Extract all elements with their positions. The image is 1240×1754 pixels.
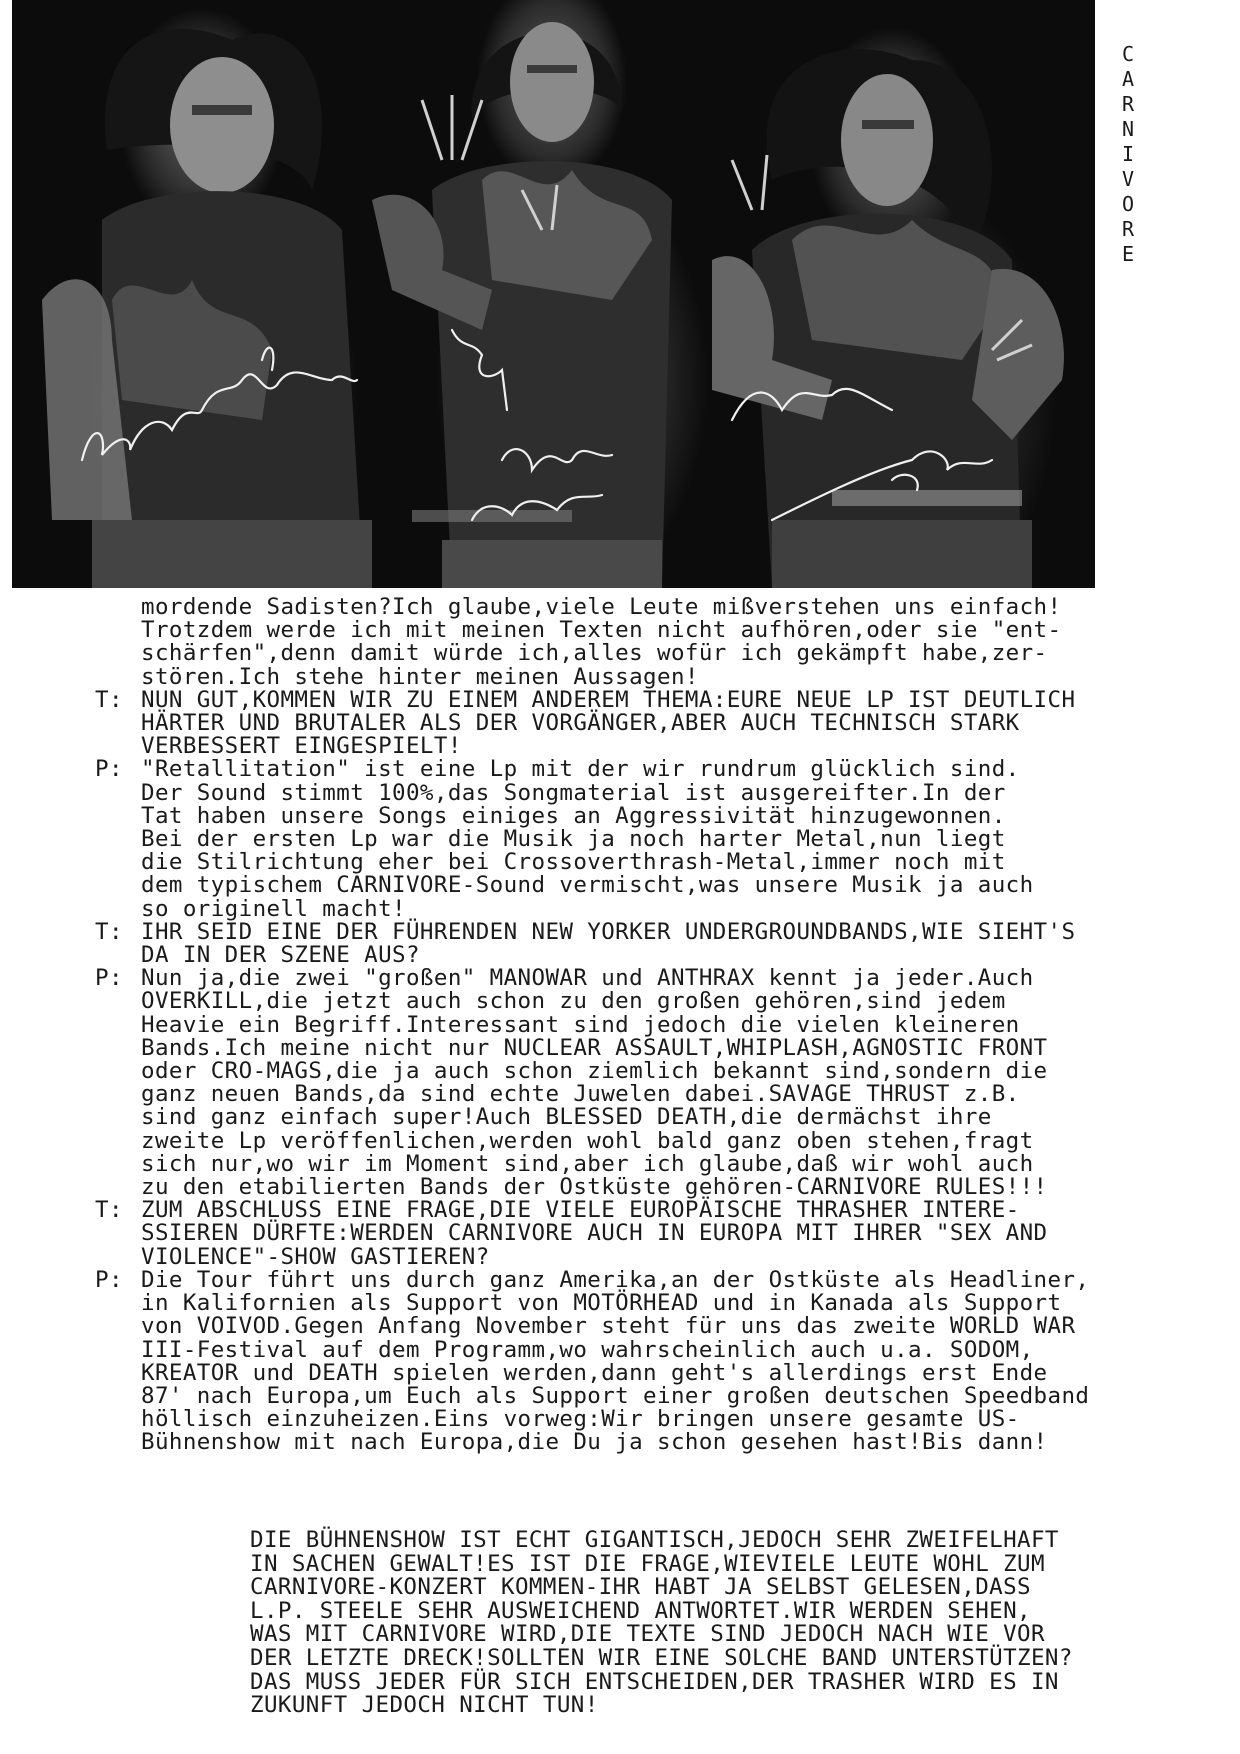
text-line: von VOIVOD.Gegen Anfang November steht für uns das zweite WORLD WAR (141, 1313, 1076, 1340)
speaker-label: P: (95, 965, 123, 992)
speaker-label: P: (95, 1266, 123, 1293)
text-line: ganz neuen Bands,da sind echte Juwelen dabei.SAVAGE THRUST z.B. (141, 1081, 1020, 1108)
text-line: WAS MIT CARNIVORE WIRD,DIE TEXTE SIND JEDOCH NACH WIE VOR (250, 1621, 1045, 1648)
text-line: Der Sound stimmt 100%,das Songmaterial ist ausgereifter.In der (141, 779, 1006, 806)
vertical-letter: V (1121, 167, 1135, 191)
text-line: sind ganz einfach super!Auch BLESSED DEATH,die dermächst ihre (141, 1104, 992, 1131)
text-line: L.P. STEELE SEHR AUSWEICHEND ANTWORTET.WIR WERDEN SEHEN, (250, 1597, 1031, 1624)
text-line: DAS MUSS JEDER FÜR SICH ENTSCHEIDEN,DER TRASHER WIRD ES IN (250, 1668, 1059, 1695)
speaker-label: T: (95, 1197, 123, 1224)
text-line: IHR SEID EINE DER FÜHRENDEN NEW YORKER UNDERGROUNDBANDS,WIE SIEHT'S (141, 918, 1076, 945)
question-paragraph (95, 686, 1175, 760)
question-paragraph (95, 1199, 1175, 1269)
speaker-label: T: (95, 918, 123, 945)
autographs (12, 0, 1095, 588)
text-line: dem typischem CARNIVORE-Sound vermischt,was unsere Musik ja auch (141, 872, 1034, 899)
text-line: VERBESSERT EINGESPIELT! (141, 733, 462, 760)
text-line: "Retallitation" ist eine Lp mit der wir rundrum glücklich sind. (141, 756, 1020, 783)
intro-paragraph (95, 596, 1175, 689)
vertical-letter: E (1121, 242, 1135, 266)
question-paragraph (95, 918, 1175, 969)
answer-paragraph (95, 967, 1175, 1199)
text-line: Heavie ein Begriff.Interessant sind jedoch die vielen kleineren (141, 1011, 1020, 1038)
text-line: DIE BÜHNENSHOW IST ECHT GIGANTISCH,JEDOCH SEHR ZWEIFELHAFT (250, 1527, 1059, 1553)
text-line: IN SACHEN GEWALT!ES IST DIE FRAGE,WIEVIELE LEUTE WOHL ZUM (250, 1550, 1045, 1577)
band-photo (12, 0, 1095, 588)
text-line: schärfen",denn damit würde ich,alles wofür ich gekämpft habe,zer- (141, 640, 1048, 667)
text-line: so originell macht! (141, 895, 406, 922)
text-line: höllisch einzuheizen.Eins vorweg:Wir bringen unsere gesamte US- (141, 1406, 1020, 1433)
speaker-label: T: (95, 686, 123, 713)
text-line: KREATOR und DEATH spielen werden,dann geht's allerdings erst Ende (141, 1359, 1048, 1386)
text-line: HÄRTER UND BRUTALER ALS DER VORGÄNGER,ABER AUCH TECHNISCH STARK (141, 710, 1020, 737)
text-line: mordende Sadisten?Ich glaube,viele Leute mißverstehen uns einfach! (141, 594, 1062, 620)
text-line: die Stilrichtung eher bei Crossoverthrash-Metal,immer noch mit (141, 849, 1006, 876)
vertical-letter: N (1121, 117, 1135, 141)
text-line: NUN GUT,KOMMEN WIR ZU EINEM ANDEREM THEMA:EURE NEUE LP IST DEUTLICH (141, 686, 1076, 713)
text-line: SSIEREN DÜRFTE:WERDEN CARNIVORE AUCH IN EUROPA MIT IHRER "SEX AND (141, 1220, 1048, 1247)
text-line: Trotzdem werde ich mit meinen Texten nicht aufhören,oder sie "ent- (141, 617, 1062, 644)
text-line: VIOLENCE"-SHOW GASTIEREN? (141, 1243, 490, 1270)
vertical-letter: I (1121, 142, 1135, 166)
closing-comment (250, 1529, 1150, 1718)
text-line: ZUKUNFT JEDOCH NICHT TUN! (250, 1692, 599, 1719)
text-line: stören.Ich stehe hinter meinen Aussagen! (141, 663, 699, 690)
text-line: zweite Lp veröffenlichen,werden wohl bald ganz oben stehen,fragt (141, 1127, 1034, 1154)
text-line: oder CRO-MAGS,die ja auch schon ziemlich bekannt sind,sondern die (141, 1058, 1048, 1085)
vertical-letter: C (1121, 42, 1135, 66)
text-line: ZUM ABSCHLUSS EINE FRAGE,DIE VIELE EUROPÄISCHE THRASHER INTERE- (141, 1197, 1020, 1224)
text-line: sich nur,wo wir im Moment sind,aber ich glaube,daß wir wohl auch (141, 1150, 1034, 1177)
text-line: Nun ja,die zwei "großen" MANOWAR und ANTHRAX kennt ja jeder.Auch (141, 965, 1034, 992)
answer-paragraph (95, 1266, 1175, 1456)
answer-paragraph (95, 758, 1175, 920)
text-line: Bands.Ich meine nicht nur NUCLEAR ASSAULT,WHIPLASH,AGNOSTIC FRONT (141, 1034, 1048, 1061)
text-line: Bei der ersten Lp war die Musik ja noch harter Metal,nun liegt (141, 826, 1006, 853)
interview-text (95, 596, 1175, 1455)
text-line: zu den etabilierten Bands der Ostküste gehören-CARNIVORE RULES!!! (141, 1174, 1048, 1201)
text-line: CARNIVORE-KONZERT KOMMEN-IHR HABT JA SELBST GELESEN,DASS (250, 1574, 1031, 1601)
vertical-band-name (1108, 42, 1148, 267)
text-line: in Kalifornien als Support von MOTÖRHEAD und in Kanada als Support (141, 1290, 1062, 1317)
vertical-letter: A (1121, 67, 1135, 91)
text-line: DA IN DER SZENE AUS? (141, 942, 420, 969)
text-line: OVERKILL,die jetzt auch schon zu den großen gehören,sind jedem (141, 988, 1006, 1015)
text-line: 87' nach Europa,um Euch als Support einer großen deutschen Speedband (141, 1382, 1090, 1409)
vertical-letter: R (1121, 217, 1135, 241)
text-line: III-Festival auf dem Programm,wo wahrscheinlich auch u.a. SODOM, (141, 1336, 1034, 1363)
text-line: DER LETZTE DRECK!SOLLTEN WIR EINE SOLCHE BAND UNTERSTÜTZEN? (250, 1644, 1073, 1671)
text-line: Die Tour führt uns durch ganz Amerika,an der Ostküste als Headliner, (141, 1266, 1090, 1293)
speaker-label: P: (95, 756, 123, 783)
vertical-letter: O (1121, 192, 1135, 216)
text-line: Bühnenshow mit nach Europa,die Du ja schon gesehen hast!Bis dann! (141, 1429, 1048, 1456)
text-line: Tat haben unsere Songs einiges an Aggressivität hinzugewonnen. (141, 802, 1006, 829)
vertical-letter: R (1121, 92, 1135, 116)
